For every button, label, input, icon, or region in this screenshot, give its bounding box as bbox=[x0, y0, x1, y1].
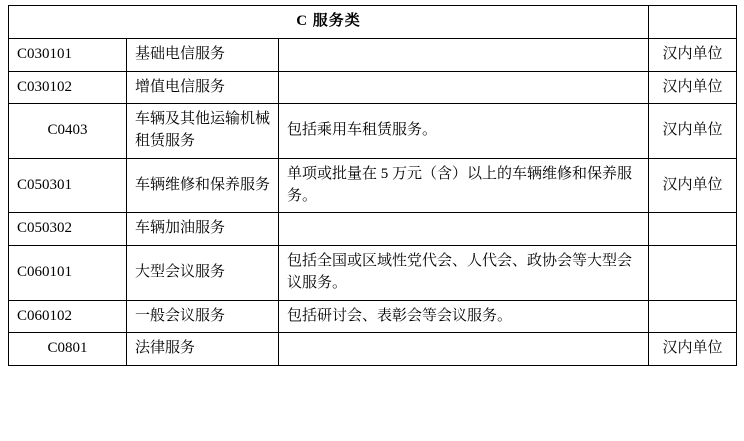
row-code: C050301 bbox=[9, 158, 127, 213]
row-unit bbox=[649, 213, 737, 246]
row-code: C060102 bbox=[9, 300, 127, 333]
row-name: 大型会议服务 bbox=[127, 246, 279, 301]
row-description: 包括全国或区域性党代会、人代会、政协会等大型会议服务。 bbox=[279, 246, 649, 301]
row-name: 车辆加油服务 bbox=[127, 213, 279, 246]
table-row bbox=[9, 38, 737, 71]
row-description bbox=[279, 71, 649, 104]
row-unit: 汉内单位 bbox=[649, 38, 737, 71]
row-unit: 汉内单位 bbox=[649, 158, 737, 213]
row-name: 一般会议服务 bbox=[127, 300, 279, 333]
table-row bbox=[9, 213, 737, 246]
table-title-row bbox=[9, 6, 737, 39]
row-description: 单项或批量在 5 万元（含）以上的车辆维修和保养服务。 bbox=[279, 158, 649, 213]
table-row bbox=[9, 158, 737, 213]
table-row bbox=[9, 333, 737, 366]
row-unit: 汉内单位 bbox=[649, 71, 737, 104]
service-category-table bbox=[8, 5, 737, 366]
row-code: C050302 bbox=[9, 213, 127, 246]
row-name: 增值电信服务 bbox=[127, 71, 279, 104]
row-name: 车辆及其他运输机械租赁服务 bbox=[127, 104, 279, 159]
row-name: 基础电信服务 bbox=[127, 38, 279, 71]
row-code: C0403 bbox=[9, 104, 127, 159]
row-name: 车辆维修和保养服务 bbox=[127, 158, 279, 213]
row-description: 包括研讨会、表彰会等会议服务。 bbox=[279, 300, 649, 333]
row-unit bbox=[649, 246, 737, 301]
table-row bbox=[9, 300, 737, 333]
row-unit: 汉内单位 bbox=[649, 104, 737, 159]
table-title-blank-cell bbox=[649, 6, 737, 39]
table-row bbox=[9, 71, 737, 104]
table-body bbox=[9, 6, 737, 366]
row-description bbox=[279, 213, 649, 246]
row-code: C030102 bbox=[9, 71, 127, 104]
row-description bbox=[279, 333, 649, 366]
table-row bbox=[9, 104, 737, 159]
row-description: 包括乘用车租赁服务。 bbox=[279, 104, 649, 159]
table-title: C 服务类 bbox=[9, 6, 649, 39]
table-row bbox=[9, 246, 737, 301]
row-name: 法律服务 bbox=[127, 333, 279, 366]
row-code: C030101 bbox=[9, 38, 127, 71]
row-unit bbox=[649, 300, 737, 333]
row-description bbox=[279, 38, 649, 71]
row-code: C060101 bbox=[9, 246, 127, 301]
row-code: C0801 bbox=[9, 333, 127, 366]
row-unit: 汉内单位 bbox=[649, 333, 737, 366]
